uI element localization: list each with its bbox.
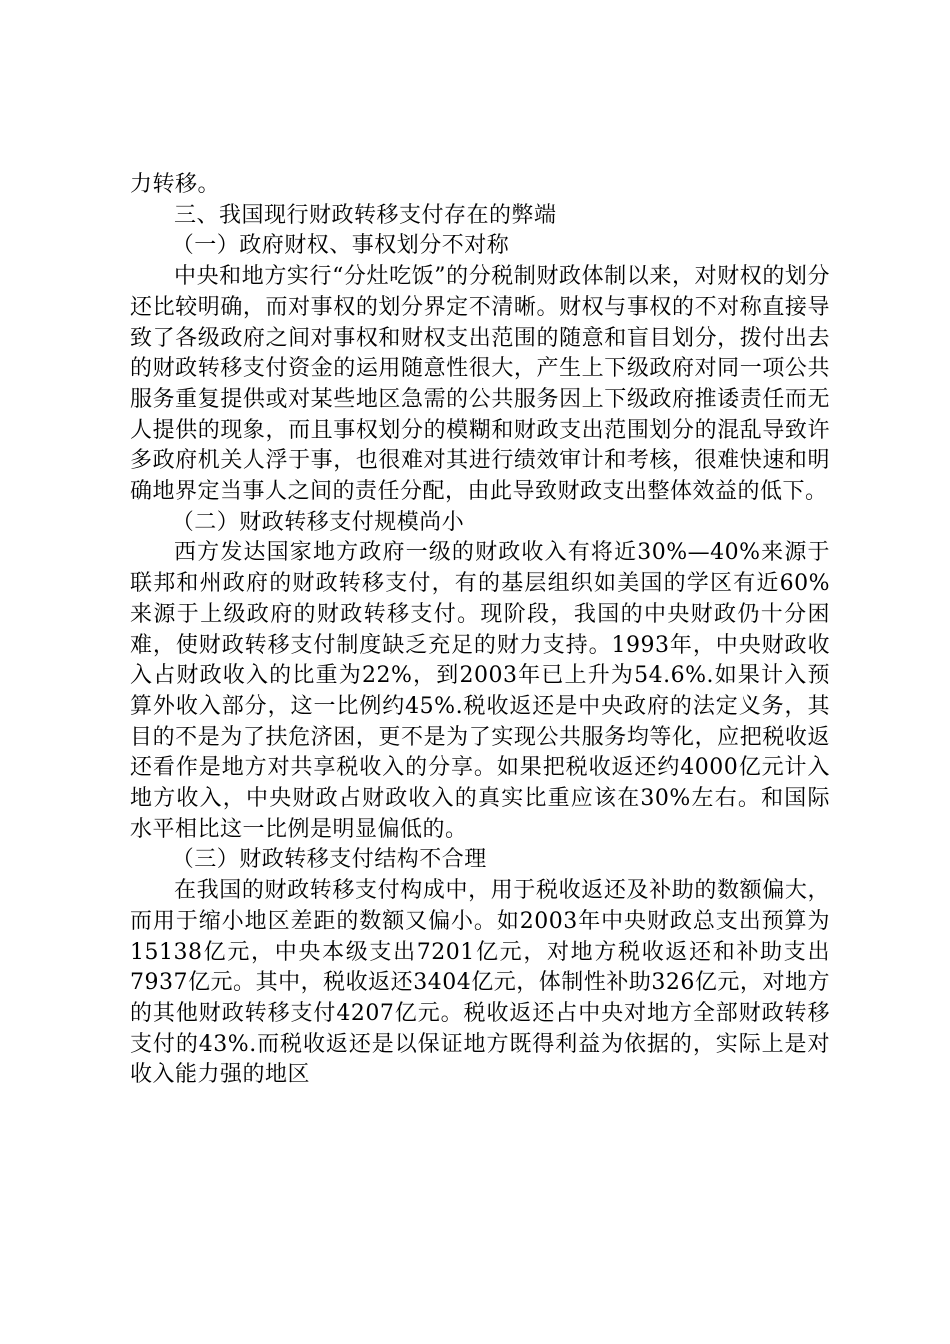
subsection-heading-2: （二）财政转移支付规模尚小 bbox=[171, 509, 465, 535]
section-heading: 三、我国现行财政转移支付存在的弊端 bbox=[174, 202, 557, 228]
subsection-heading-3: （三）财政转移支付结构不合理 bbox=[171, 847, 487, 873]
paragraph-1: 中央和地方实行“分灶吃饭”的分税制财政体制以来，对财权的划分还比较明确，而对事权的划分界定不清晰。财权与事权的不对称直接导致了各级政府之间对事权和财权支出范围的随意和盲目划分，拨付出去的财政转移支付资金的运用随意性很大，产生上下级政府对同一项公共服务重复提供或对某些地区急需的公共服务因上下级政府推诿责任而无人提供的现象，而且事权划分的模糊和财政支出范围划分的混乱导致许多政府机关人浮于事，也很难对其进行绩效审计和考核，很难快速和明确地界定当事人之间的责任分配，由此导致财政支出整体效益的低下。 bbox=[130, 264, 830, 505]
lead-fragment: 力转移。 bbox=[130, 172, 221, 197]
document-page bbox=[130, 170, 830, 1091]
paragraph-3: 在我国的财政转移支付构成中，用于税收返还及补助的数额偏大，而用于缩小地区差距的数额又偏小。如2003年中央财政总支出预算为15138亿元，中央本级支出7201亿元，对地方税收返还和补助支出7937亿元。其中，税收返还3404亿元，体制性补助326亿元，对地方的其他财政转移支付4207亿元。税收返还占中央对地方全部财政转移支付的43%.而税收返还是以保证地方既得利益为依据的，实际上是对收入能力强的地区 bbox=[130, 878, 830, 1088]
subsection-heading-1: （一）政府财权、事权划分不对称 bbox=[171, 233, 510, 259]
paragraph-2: 西方发达国家地方政府一级的财政收入有将近30%—40%来源于联邦和州政府的财政转移支付，有的基层组织如美国的学区有近60%来源于上级政府的财政转移支付。现阶段，我国的中央财政仍十分困难，使财政转移支付制度缺乏充足的财力支持。1993年，中央财政收入占财政收入的比重为22%，到2003年已上升为54.6%.如果计入预算外收入部分，这一比例约45%.税收返还是中央政府的法定义务，其目的不是为了扶危济困，更不是为了实现公共服务均等化，应把税收返还看作是地方对共享税收入的分享。如果把税收返还约4000亿元计入地方收入，中央财政占财政收入的真实比重应该在30%左右。和国际水平相比这一比例是明显偏低的。 bbox=[130, 540, 830, 842]
